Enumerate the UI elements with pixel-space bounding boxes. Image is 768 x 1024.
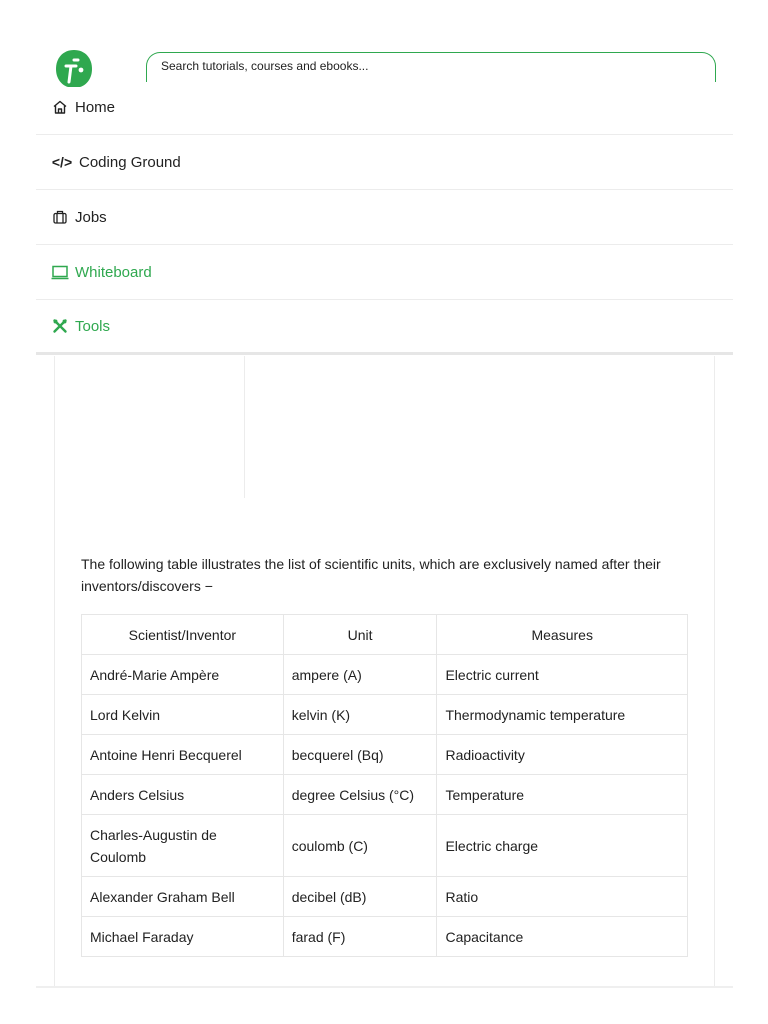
table-row — [82, 877, 688, 917]
table-header-row — [82, 615, 688, 655]
nav-item-whiteboard[interactable] — [36, 245, 733, 300]
table-cell: Capacitance — [437, 917, 688, 957]
table-row — [82, 695, 688, 735]
nav-item-tools[interactable] — [36, 300, 733, 355]
table-cell: Charles-Augustin de Coulomb — [82, 815, 284, 877]
table-cell: ampere (A) — [283, 655, 437, 695]
table-cell: André-Marie Ampère — [82, 655, 284, 695]
table-row — [82, 735, 688, 775]
ad-divider — [244, 356, 245, 498]
nav-item-jobs[interactable] — [36, 190, 733, 245]
home-icon — [51, 98, 69, 116]
table-cell: kelvin (K) — [283, 695, 437, 735]
table-cell: Lord Kelvin — [82, 695, 284, 735]
table-cell: Michael Faraday — [82, 917, 284, 957]
article-intro: The following table illustrates the list of scientific units, which are exclusively named after their inventors/discovers − — [81, 556, 661, 594]
table-cell: degree Celsius (°C) — [283, 775, 437, 815]
table-cell: Anders Celsius — [82, 775, 284, 815]
search-input[interactable]: Search tutorials, courses and ebooks... — [146, 52, 716, 82]
mobile-nav-menu — [36, 80, 733, 355]
table-cell: decibel (dB) — [283, 877, 437, 917]
nav-label-coding-ground: Coding Ground — [79, 153, 181, 171]
table-header-cell: Measures — [437, 615, 688, 655]
table-cell: Temperature — [437, 775, 688, 815]
table-row — [82, 655, 688, 695]
briefcase-icon — [51, 208, 69, 226]
nav-label-home: Home — [75, 98, 116, 116]
code-icon: </> — [51, 154, 73, 170]
table-cell: farad (F) — [283, 917, 437, 957]
table-row — [82, 815, 688, 877]
table-cell: Electric charge — [437, 815, 688, 877]
table-header-cell: Scientist/Inventor — [82, 615, 284, 655]
table-cell: Alexander Graham Bell — [82, 877, 284, 917]
whiteboard-icon — [51, 263, 69, 281]
nav-label-whiteboard: Whiteboard — [75, 263, 152, 281]
table-cell: becquerel (Bq) — [283, 735, 437, 775]
table-cell: Ratio — [437, 877, 688, 917]
nav-item-home[interactable] — [36, 80, 733, 135]
table-cell: Antoine Henri Becquerel — [82, 735, 284, 775]
table-cell: Thermodynamic temperature — [437, 695, 688, 735]
table-cell: coulomb (C) — [283, 815, 437, 877]
table-header-cell: Unit — [283, 615, 437, 655]
content-divider — [36, 986, 733, 988]
tools-icon — [51, 317, 69, 335]
table-row — [82, 775, 688, 815]
table-cell: Radioactivity — [437, 735, 688, 775]
scientific-units-table — [81, 614, 688, 957]
nav-label-tools: Tools — [75, 317, 111, 335]
table-row — [82, 917, 688, 957]
table-cell: Electric current — [437, 655, 688, 695]
nav-item-coding-ground[interactable] — [36, 135, 733, 190]
nav-label-jobs: Jobs — [75, 208, 107, 226]
